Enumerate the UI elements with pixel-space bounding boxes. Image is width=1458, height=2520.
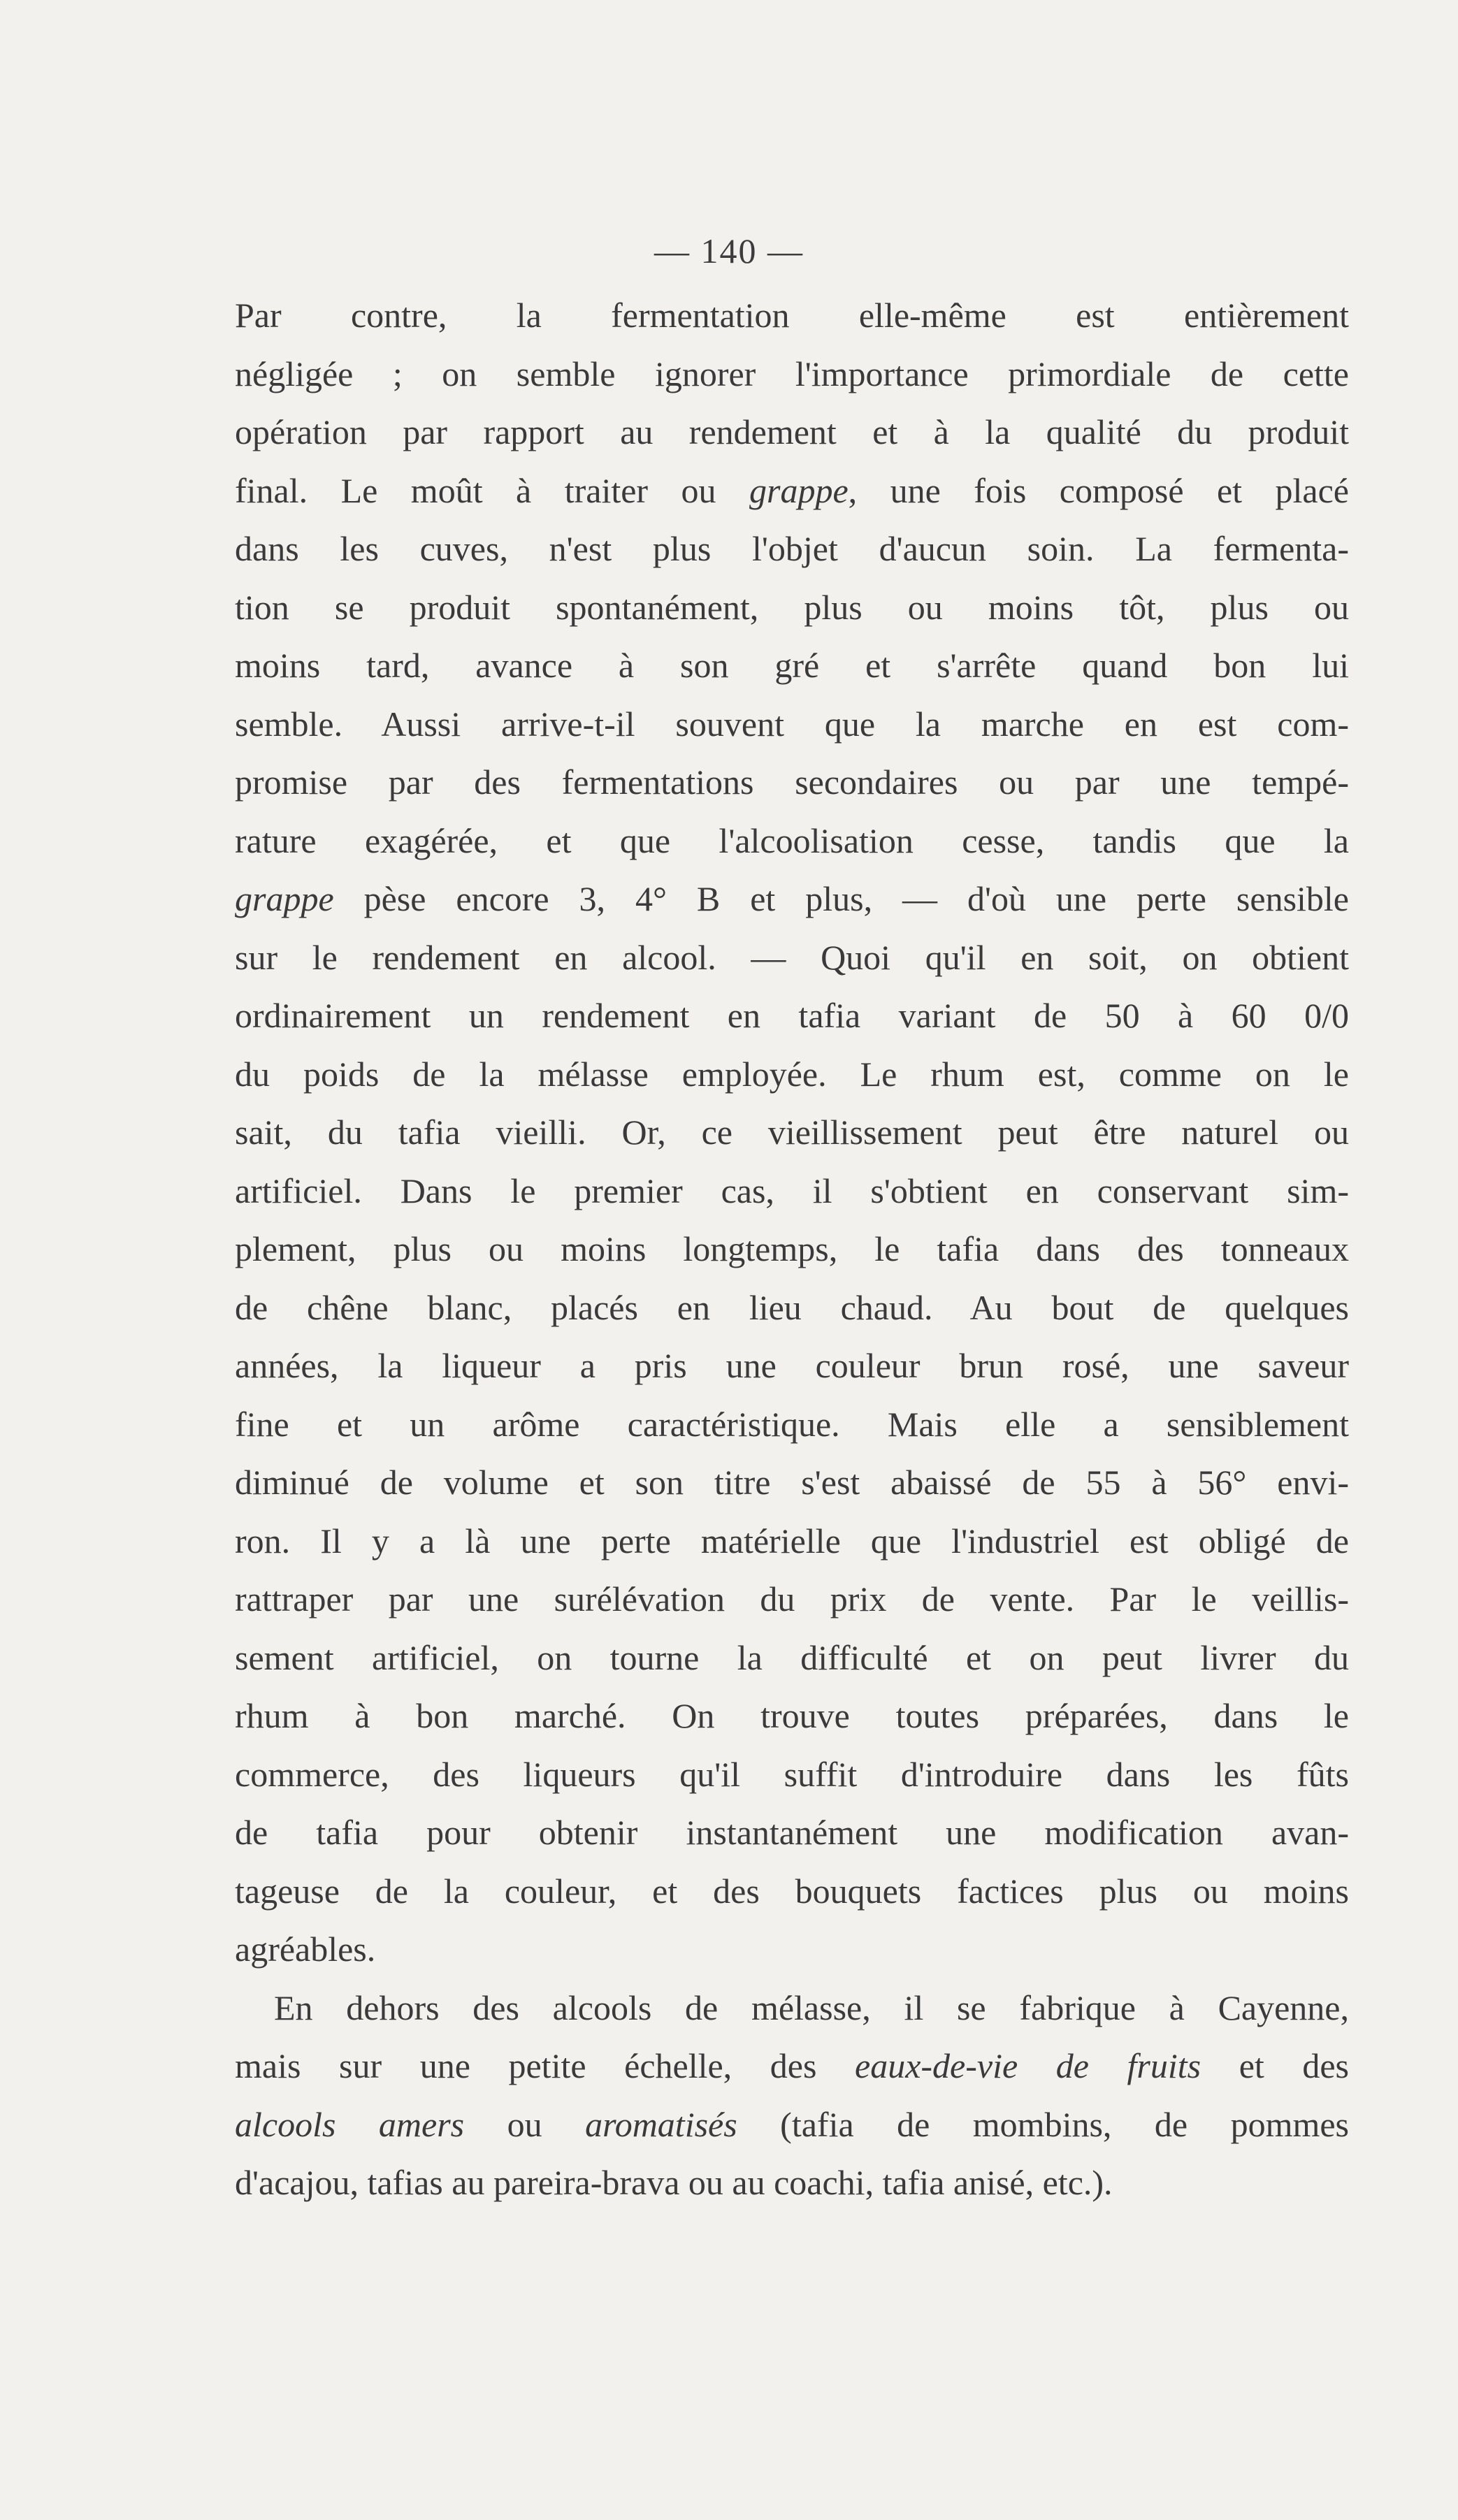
text-line: promise par des fermentations secondaires ou par une tempé- bbox=[235, 762, 1349, 802]
text-line: final. Le moût à traiter ou grappe, une fois composé et placé bbox=[235, 470, 1349, 510]
text-line: de chêne blanc, placés en lieu chaud. Au bout de quelques bbox=[235, 1287, 1349, 1327]
italic-phrase: eaux-de-vie de fruits bbox=[855, 2046, 1201, 2085]
italic-phrase: alcools amers bbox=[235, 2104, 465, 2144]
text-line: mais sur une petite échelle, des eaux-de-vie de fruits et des bbox=[235, 2046, 1350, 2085]
text-line: commerce, des liqueurs qu'il suffit d'introduire dans les fûts bbox=[235, 1754, 1349, 1794]
text-line: agréables. bbox=[235, 1929, 376, 1969]
text-line: années, la liqueur a pris une couleur brun rosé, une saveur bbox=[235, 1346, 1349, 1385]
text-line: d'acajou, tafias au pareira-brava ou au coachi, tafia anisé, etc.). bbox=[235, 2163, 1113, 2202]
text-line: ron. Il y a là une perte matérielle que l'industriel est obligé de bbox=[235, 1521, 1349, 1560]
text-line: grappe pèse encore 3, 4° B et plus, — d'où une perte sensible bbox=[235, 879, 1349, 918]
italic-phrase: grappe bbox=[749, 470, 849, 510]
text-line: rhum à bon marché. On trouve toutes préparées, dans le bbox=[235, 1696, 1349, 1735]
text-line: rature exagérée, et que l'alcoolisation cesse, tandis que la bbox=[235, 820, 1349, 860]
text-line: tageuse de la couleur, et des bouquets factices plus ou moins bbox=[235, 1871, 1349, 1911]
text-line: de tafia pour obtenir instantanément une modification avan- bbox=[235, 1813, 1349, 1852]
text-line: semble. Aussi arrive-t-il souvent que la marche en est com- bbox=[235, 704, 1349, 744]
body-text bbox=[235, 287, 1349, 2213]
text-line: artificiel. Dans le premier cas, il s'obtient en conservant sim- bbox=[235, 1171, 1349, 1210]
text-line: négligée ; on semble ignorer l'importance primordiale de cette bbox=[235, 354, 1349, 393]
page-number: — 140 — bbox=[654, 231, 804, 270]
text-line: sait, du tafia vieilli. Or, ce vieillissement peut être naturel ou bbox=[235, 1113, 1349, 1152]
text-line: diminué de volume et son titre s'est abaissé de 55 à 56° envi- bbox=[235, 1463, 1349, 1502]
text-line: rattraper par une surélévation du prix de vente. Par le veillis- bbox=[235, 1579, 1349, 1619]
text-line: plement, plus ou moins longtemps, le tafia dans des tonneaux bbox=[235, 1229, 1349, 1268]
text-line: moins tard, avance à son gré et s'arrête quand bon lui bbox=[235, 646, 1349, 685]
text-line: Par contre, la fermentation elle-même est entièrement bbox=[235, 296, 1349, 335]
text-line: opération par rapport au rendement et à la qualité du produit bbox=[235, 412, 1349, 451]
text-line: ordinairement un rendement en tafia variant de 50 à 60 0/0 bbox=[235, 996, 1349, 1035]
text-line: tion se produit spontanément, plus ou moins tôt, plus ou bbox=[235, 587, 1349, 627]
text-line: alcools amers ou aromatisés (tafia de mombins, de pommes bbox=[235, 2104, 1350, 2144]
italic-phrase: aromatisés bbox=[585, 2104, 737, 2144]
text-line: sur le rendement en alcool. — Quoi qu'il en soit, on obtient bbox=[235, 937, 1349, 977]
italic-phrase: grappe bbox=[235, 879, 334, 918]
text-line: dans les cuves, n'est plus l'objet d'aucun soin. La fermenta- bbox=[235, 529, 1349, 568]
text-line: sement artificiel, on tourne la difficulté et on peut livrer du bbox=[235, 1637, 1349, 1677]
text-line: fine et un arôme caractéristique. Mais elle a sensiblement bbox=[235, 1404, 1349, 1444]
text-line: du poids de la mélasse employée. Le rhum est, comme on le bbox=[235, 1054, 1349, 1094]
text-line: En dehors des alcools de mélasse, il se fabrique à Cayenne, bbox=[274, 1987, 1349, 2027]
